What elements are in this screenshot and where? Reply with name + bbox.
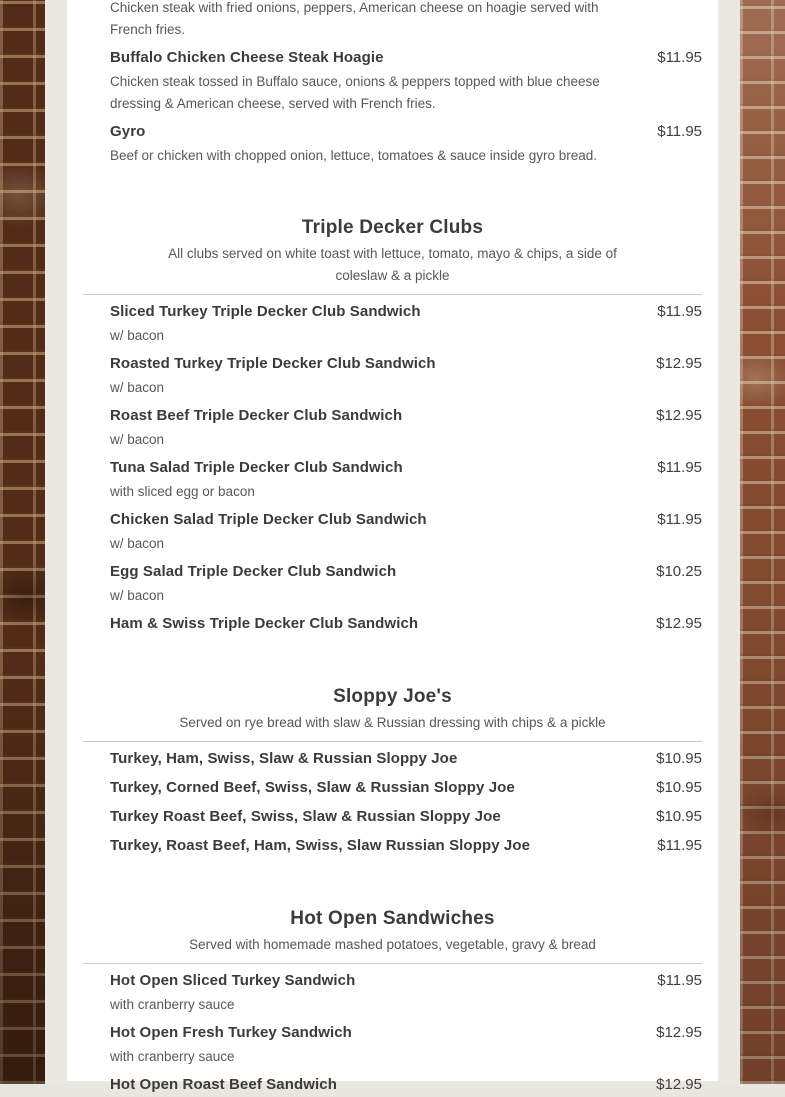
menu-item-row <box>83 1021 702 1045</box>
section-items <box>83 964 702 1097</box>
menu-item-row <box>83 560 702 584</box>
menu-page-edge <box>45 0 740 1093</box>
brick-wall-background-right <box>740 0 785 1084</box>
menu-item <box>83 805 702 829</box>
section-items <box>83 742 702 858</box>
menu-item <box>83 612 702 636</box>
item-name: Hot Open Sliced Turkey Sandwich <box>110 972 356 989</box>
menu-item <box>83 1073 702 1097</box>
section-items <box>83 0 702 167</box>
menu-item <box>83 508 702 555</box>
item-price: $10.95 <box>656 750 702 767</box>
item-price: $11.95 <box>657 303 702 320</box>
item-price: $11.95 <box>657 972 702 989</box>
section-subtitle: All clubs served on white toast with lettuce, tomato, mayo & chips, a side of coleslaw & a pickle <box>168 246 617 283</box>
section-items <box>83 295 702 636</box>
menu-item-row <box>83 300 702 324</box>
menu-item-row <box>83 612 702 636</box>
menu-item-row <box>83 805 702 829</box>
section-subtitle: Served with homemade mashed potatoes, vegetable, gravy & bread <box>189 937 596 952</box>
menu-sections <box>83 0 702 1097</box>
menu-item <box>83 747 702 771</box>
item-description: with sliced egg or bacon <box>110 484 255 499</box>
menu-section <box>83 0 702 167</box>
menu-item-row <box>83 776 702 800</box>
menu-section <box>83 906 702 1097</box>
item-price: $12.95 <box>656 615 702 632</box>
menu-item-row <box>83 120 702 144</box>
menu-item-row <box>83 404 702 428</box>
item-name: Turkey, Ham, Swiss, Slaw & Russian Sloppy Joe <box>110 750 458 767</box>
item-name: Roasted Turkey Triple Decker Club Sandwich <box>110 355 436 372</box>
section-header <box>83 215 702 295</box>
menu-item-row <box>83 1073 702 1097</box>
item-description: w/ bacon <box>110 432 165 447</box>
section-title: Triple Decker Clubs <box>301 217 484 238</box>
item-price: $12.95 <box>656 355 702 372</box>
menu-item <box>83 46 702 115</box>
item-name: Egg Salad Triple Decker Club Sandwich <box>110 563 397 580</box>
section-title: Hot Open Sandwiches <box>290 908 495 929</box>
item-price: $10.95 <box>656 779 702 796</box>
menu-item-row <box>83 969 702 993</box>
item-description: Beef or chicken with chopped onion, lettuce, tomatoes & sauce inside gyro bread. <box>110 148 598 163</box>
item-name: Buffalo Chicken Cheese Steak Hoagie <box>110 49 384 66</box>
section-header <box>83 684 702 742</box>
menu-item <box>83 300 702 347</box>
item-description: w/ bacon <box>110 536 165 551</box>
item-price: $11.95 <box>657 459 702 476</box>
item-name: Sliced Turkey Triple Decker Club Sandwich <box>110 303 421 320</box>
item-price: $12.95 <box>656 407 702 424</box>
section-title: Sloppy Joe's <box>333 686 452 707</box>
menu-item <box>83 404 702 451</box>
menu-item <box>83 969 702 1016</box>
menu-section <box>83 684 702 858</box>
item-name: Turkey, Roast Beef, Ham, Swiss, Slaw Russian Sloppy Joe <box>110 837 531 854</box>
item-name: Tuna Salad Triple Decker Club Sandwich <box>110 459 403 476</box>
item-price: $11.95 <box>657 49 702 66</box>
section-subtitle: Served on rye bread with slaw & Russian dressing with chips & a pickle <box>179 715 606 730</box>
item-name: Ham & Swiss Triple Decker Club Sandwich <box>110 615 419 632</box>
item-name: Roast Beef Triple Decker Club Sandwich <box>110 407 403 424</box>
item-description: w/ bacon <box>110 588 165 603</box>
menu-item <box>83 776 702 800</box>
menu-item <box>83 0 702 41</box>
item-name: Turkey Roast Beef, Swiss, Slaw & Russian Sloppy Joe <box>110 808 501 825</box>
menu-item-row <box>83 352 702 376</box>
menu-item <box>83 120 702 167</box>
item-description: Chicken steak tossed in Buffalo sauce, onions & peppers topped with blue cheese dressing & American cheese, served with French fries. <box>110 74 600 111</box>
item-description: Chicken steak with fried onions, peppers, American cheese on hoagie served with French fries. <box>110 0 599 37</box>
item-description: w/ bacon <box>110 380 165 395</box>
section-header <box>83 906 702 964</box>
menu-item-row <box>83 508 702 532</box>
item-price: $11.95 <box>657 123 702 140</box>
brick-wall-background-left <box>0 0 45 1084</box>
item-name: Hot Open Fresh Turkey Sandwich <box>110 1024 352 1041</box>
menu-sheet <box>67 0 718 1093</box>
item-price: $11.95 <box>657 837 702 854</box>
item-name: Hot Open Roast Beef Sandwich <box>110 1076 337 1093</box>
menu-item-row <box>83 747 702 771</box>
item-name: Turkey, Corned Beef, Swiss, Slaw & Russian Sloppy Joe <box>110 779 515 796</box>
menu-item <box>83 560 702 607</box>
item-price: $12.95 <box>656 1024 702 1041</box>
item-description: with cranberry sauce <box>110 1049 235 1064</box>
item-description: with cranberry sauce <box>110 997 235 1012</box>
menu-item <box>83 1021 702 1068</box>
menu-item-row <box>83 46 702 70</box>
item-description: w/ bacon <box>110 328 165 343</box>
item-price: $10.25 <box>656 563 702 580</box>
menu-item-row <box>83 834 702 858</box>
menu-item <box>83 834 702 858</box>
item-price: $11.95 <box>657 511 702 528</box>
menu-item <box>83 352 702 399</box>
menu-item <box>83 456 702 503</box>
item-name: Chicken Salad Triple Decker Club Sandwich <box>110 511 427 528</box>
menu-section <box>83 215 702 636</box>
item-price: $10.95 <box>656 808 702 825</box>
menu-item-row <box>83 456 702 480</box>
item-name: Gyro <box>110 123 146 140</box>
item-price: $12.95 <box>656 1076 702 1093</box>
